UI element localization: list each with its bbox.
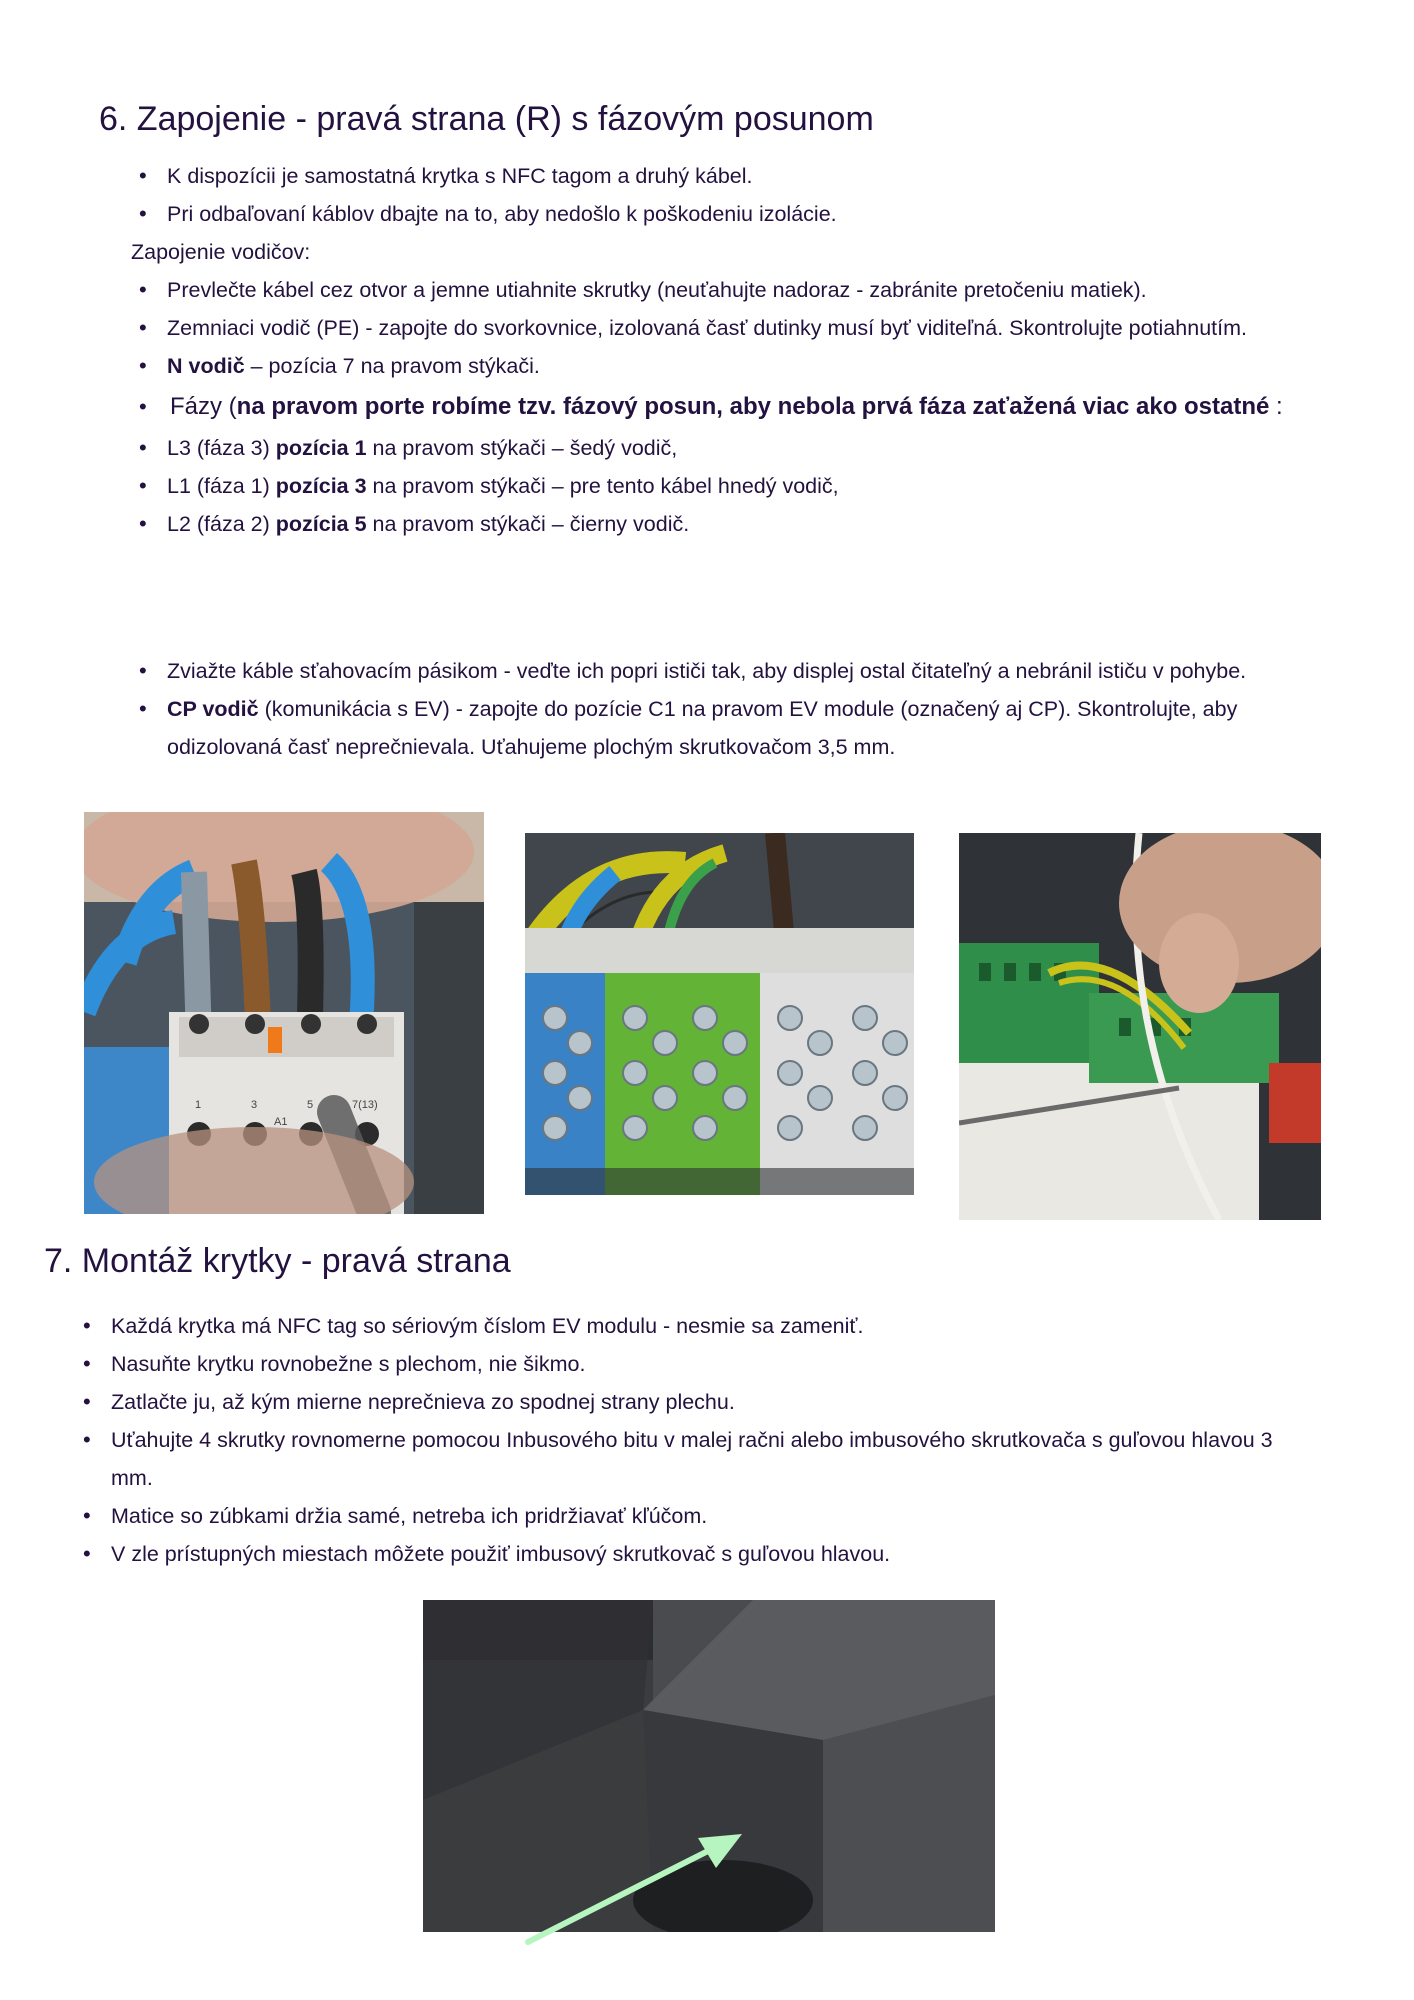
- list-item-n-conductor: • N vodič – pozícia 7 na pravom stýkači.: [130, 347, 1300, 385]
- contactor-wiring-photo: [84, 812, 484, 1214]
- terminal-block-photo: [525, 833, 914, 1195]
- list-item-l1: • L1 (fáza 1) pozícia 3 na pravom stýkači – pre tento kábel hnedý vodič,: [130, 467, 1300, 505]
- list-item: • V zle prístupných miestach môžete použiť imbusový skrutkovač s guľovou hlavou.: [74, 1535, 1314, 1573]
- terminal-label: 3: [251, 1099, 258, 1111]
- list-item-phases: • Fázy (na pravom porte robíme tzv. fázový posun, aby nebola prvá fáza zaťažená viac ako ostatné :: [130, 387, 1300, 427]
- list-item: • Nasuňte krytku rovnobežne s plechom, nie šikmo.: [74, 1345, 1314, 1383]
- list-item: • Pri odbaľovaní káblov dbajte na to, aby nedošlo k poškodeniu izolácie.: [130, 195, 1280, 233]
- list-item-l3: • L3 (fáza 3) pozícia 1 na pravom stýkači – šedý vodič,: [130, 429, 1300, 467]
- terminal-label: 1: [195, 1099, 202, 1111]
- list-item: • Každá krytka má NFC tag so sériovým číslom EV modulu - nesmie sa zameniť.: [74, 1307, 1314, 1345]
- ev-module-cp-photo: [959, 833, 1321, 1220]
- section-6-final-list: [130, 652, 1300, 766]
- section-7-list: [74, 1307, 1314, 1573]
- list-item: • Uťahujte 4 skrutky rovnomerne pomocou Inbusového bitu v malej račni alebo imbusového skrutkovača s guľovou hlavou 3 mm.: [74, 1421, 1314, 1497]
- list-item-l2: • L2 (fáza 2) pozícia 5 na pravom stýkači – čierny vodič.: [130, 505, 1300, 543]
- list-item-cp-conductor: • CP vodič (komunikácia s EV) - zapojte do pozície C1 na pravom EV module (označený aj CP). Skontrolujte, aby odizolovaná časť neprečnievala. Uťahujeme plochým skrutkovačom 3,5 mm.: [130, 690, 1300, 766]
- terminal-label: 7(13): [352, 1099, 378, 1111]
- section-6-wiring-list: [130, 271, 1300, 543]
- section-6-title: 6. Zapojenie - pravá strana (R) s fázovým posunom: [99, 100, 874, 138]
- list-item: • Prevlečte kábel cez otvor a jemne utiahnite skrutky (neuťahujte nadoraz - zabránite pretočeniu matiek).: [130, 271, 1300, 309]
- section-7-title: 7. Montáž krytky - pravá strana: [44, 1242, 511, 1280]
- list-item: • Zatlačte ju, až kým mierne neprečnieva zo spodnej strany plechu.: [74, 1383, 1314, 1421]
- arrow-icon: [520, 1820, 750, 1950]
- section-6-intro-list: [130, 157, 1280, 233]
- terminal-label: A1: [274, 1116, 288, 1128]
- list-item: • Zviažte káble sťahovacím pásikom - veďte ich popri ističi tak, aby displej ostal čitateľný a nebránil ističu v pohybe.: [130, 652, 1300, 690]
- terminal-label: 5: [307, 1099, 314, 1111]
- wiring-label: Zapojenie vodičov:: [131, 240, 311, 264]
- list-item: • K dispozícii je samostatná krytka s NFC tagom a druhý kábel.: [130, 157, 1280, 195]
- list-item: • Zemniaci vodič (PE) - zapojte do svorkovnice, izolovaná časť dutinky musí byť viditeľná. Skontrolujte potiahnutím.: [130, 309, 1300, 347]
- list-item: • Matice so zúbkami držia samé, netreba ich pridržiavať kľúčom.: [74, 1497, 1314, 1535]
